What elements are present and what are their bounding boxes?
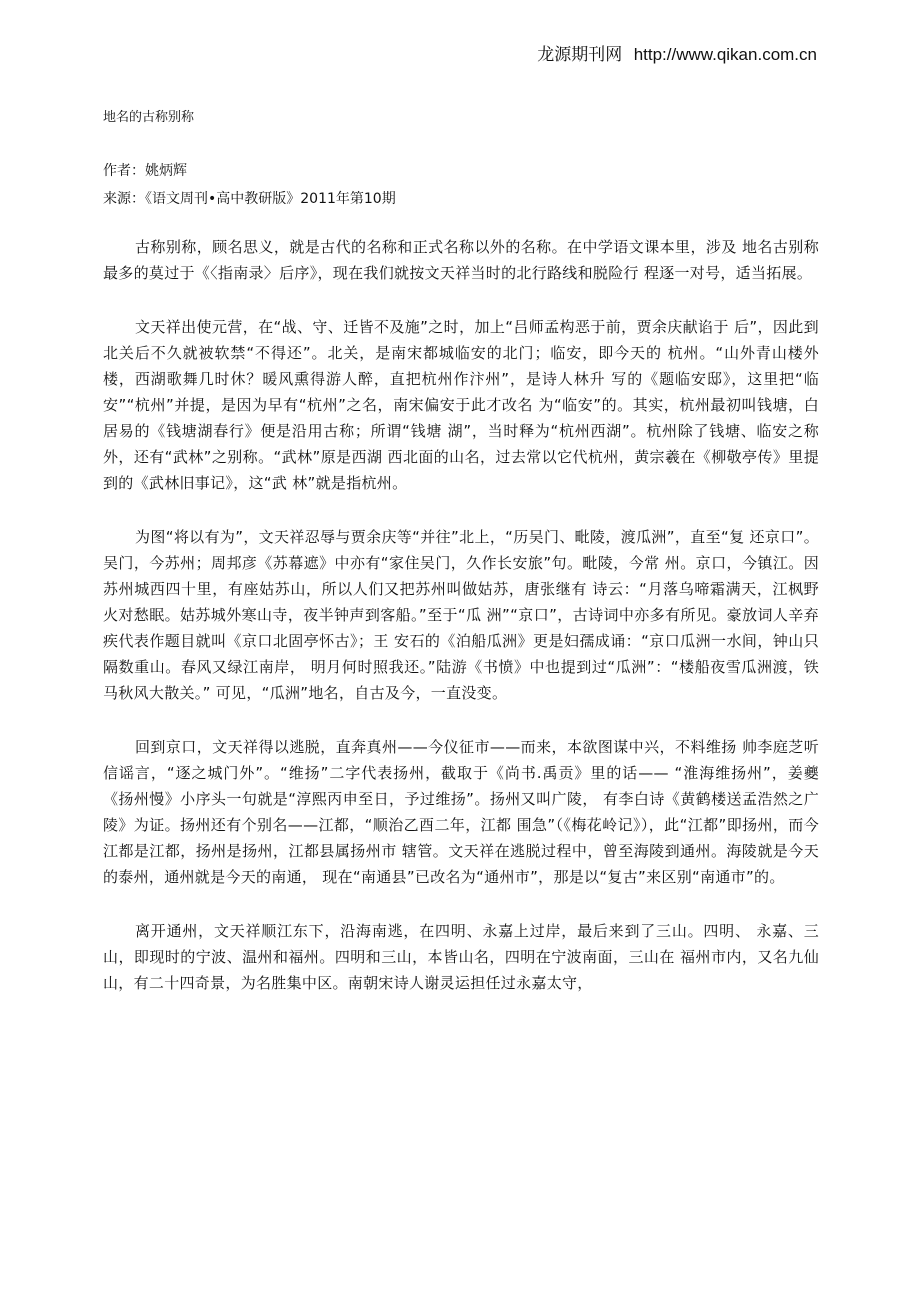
paragraph: 古称别称，顾名思义，就是古代的名称和正式名称以外的名称。在中学语文课本里，涉及 地名古别称最多的莫过于《〈指南录〉后序》，现在我们就按文天祥当时的北行路线和脱险行 程逐一对号，适当拓展。 xyxy=(103,238,819,282)
article-body xyxy=(103,234,819,1024)
paragraph: 回到京口，文天祥得以逃脱，直奔真州——今仪征市——而来，本欲图谋中兴，不料维扬 帅李庭芝听信谣言，“逐之城门外”。“维扬”二字代表扬州，截取于《尚书.禹贡》里的话—— “淮海维扬州”，姜夔《扬州慢》小序头一句就是“淳熙丙申至日，予过维扬”。扬州又叫广陵， 有李白诗《黄鹤楼送孟浩然之广陵》为证。扬州还有个别名——江都，“顺治乙酉二年，江都 围急”（《梅花岭记》），此“江都”即扬州，而今江都是江都，扬州是扬州，江都县属扬州市 辖管。文天祥在逃脱过程中，曾至海陵到通州。海陵就是今天的泰州，通州就是今天的南通， 现在“南通县”已改名为“通州市”，那是以“复古”来区别“南通市”的。 xyxy=(103,738,819,886)
site-header xyxy=(537,40,817,65)
article-source: 来源：《语文周刊•高中教研版》2011年第10期 xyxy=(103,191,396,207)
site-name: 龙源期刊网 xyxy=(537,45,623,65)
paragraph: 文天祥出使元营，在“战、守、迁皆不及施”之时，加上“吕师孟构恶于前，贾余庆献谄于 后”，因此到北关后不久就被软禁“不得还”。北关，是南宋都城临安的北门；临安，即今天的 杭州。“山外青山楼外楼，西湖歌舞几时休？暖风熏得游人醉，直把杭州作汴州”，是诗人林升 写的《题临安邸》，这里把“临安”“杭州”并提，是因为早有“杭州”之名，南宋偏安于此才改名 为“临安”的。其实，杭州最初叫钱塘，白居易的《钱塘湖春行》便是沿用古称；所谓“钱塘 湖”，当时释为“杭州西湖”。杭州除了钱塘、临安之称外，还有“武林”之别称。“武林”原是西湖 西北面的山名，过去常以它代杭州，黄宗羲在《柳敬亭传》里提到的《武林旧事记》，这“武 林”就是指杭州。 xyxy=(103,318,819,492)
site-url[interactable]: http://www.qikan.com.cn xyxy=(633,45,817,64)
article-title: 地名的古称别称 xyxy=(103,110,195,125)
article-author: 作者：姚炳辉 xyxy=(103,163,187,179)
paragraph: 为图“将以有为”，文天祥忍辱与贾余庆等“并往”北上，“历吴门、毗陵，渡瓜洲”，直至“复 还京口”。吴门，今苏州；周邦彦《苏幕遮》中亦有“家住吴门，久作长安旅”句。毗陵，今常 州。京口，今镇江。因苏州城西四十里，有座姑苏山，所以人们又把苏州叫做姑苏，唐张继有 诗云：“月落乌啼霜满天，江枫野火对愁眠。姑苏城外寒山寺，夜半钟声到客船。”至于“瓜 洲”“京口”，古诗词中亦多有所见。豪放词人辛弃疾代表作题目就叫《京口北固亭怀古》；王 安石的《泊船瓜洲》更是妇孺成诵：“京口瓜洲一水间，钟山只隔数重山。春风又绿江南岸， 明月何时照我还。”陆游《书愤》中也提到过“瓜洲”：“楼船夜雪瓜洲渡，铁马秋风大散关。” 可见，“瓜洲”地名，自古及今，一直没变。 xyxy=(103,528,819,702)
paragraph: 离开通州，文天祥顺江东下，沿海南逃，在四明、永嘉上过岸，最后来到了三山。四明、 永嘉、三山，即现时的宁波、温州和福州。四明和三山，本皆山名，四明在宁波南面，三山在 福州市内，又名九仙山，有二十四奇景，为名胜集中区。南朝宋诗人谢灵运担任过永嘉太守， xyxy=(103,922,819,992)
